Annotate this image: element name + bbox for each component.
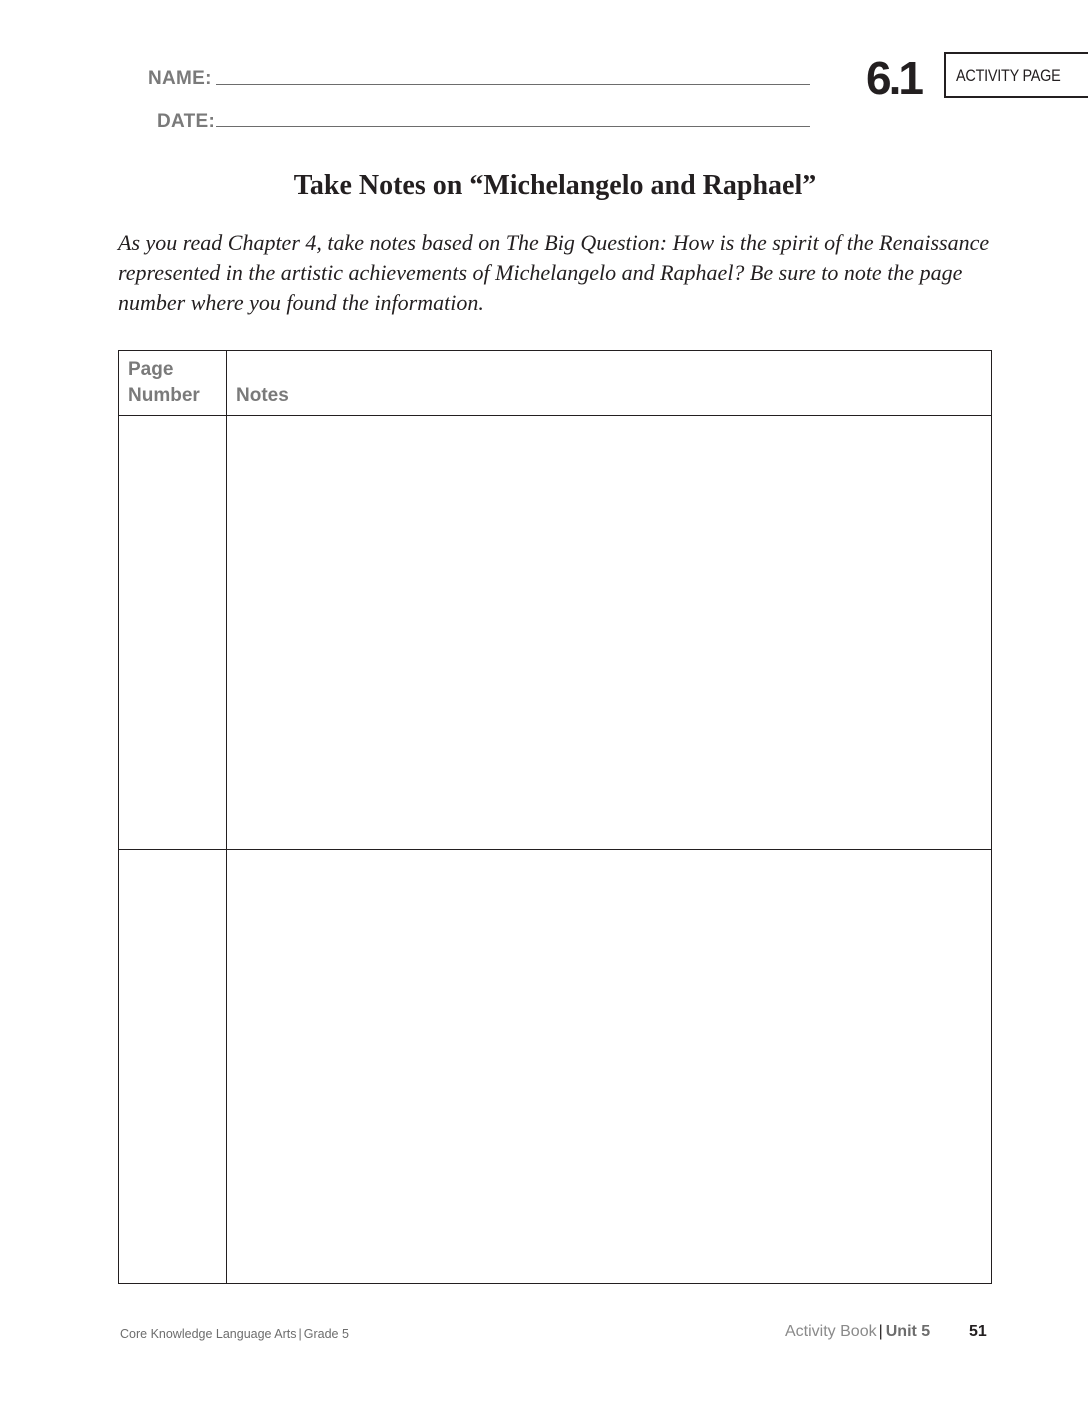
notes-cell[interactable] (227, 416, 992, 850)
date-field[interactable] (216, 126, 810, 127)
footer-book-separator: | (878, 1323, 883, 1340)
name-label: NAME: (148, 68, 212, 89)
activity-page-label: ACTIVITY PAGE (956, 66, 1061, 85)
table-row (119, 416, 992, 850)
name-field[interactable] (216, 84, 810, 85)
notes-header (227, 351, 992, 416)
activity-page-badge (944, 52, 1088, 98)
page-number-header (119, 351, 227, 416)
page-number: 51 (969, 1323, 987, 1340)
page-title: Take Notes on “Michelangelo and Raphael” (293, 170, 817, 201)
publisher-name: Core Knowledge Language Arts (120, 1327, 297, 1341)
instructions-text: As you read Chapter 4, take notes based on The Big Question: How is the spirit of the Renaissance represented in the artistic achievements of Michelangelo and Raphael? Be sure to note the page number where you found the information. (118, 230, 990, 315)
unit-label: Unit 5 (885, 1323, 931, 1340)
grade-label: Grade 5 (303, 1327, 349, 1341)
footer-separator: | (298, 1327, 302, 1341)
page-number-cell[interactable] (119, 850, 227, 1284)
notes-table (118, 350, 992, 1284)
notes-header-label: Notes (236, 385, 289, 406)
page-number-cell[interactable] (119, 416, 227, 850)
table-header-row (119, 351, 992, 416)
table-row (119, 850, 992, 1284)
notes-cell[interactable] (227, 850, 992, 1284)
footer-publisher (120, 1327, 349, 1341)
date-label: DATE: (157, 111, 216, 132)
footer-book (785, 1323, 930, 1341)
page-number-header-label: Page Number (128, 359, 200, 406)
activity-number: 6.1 (866, 52, 921, 104)
book-label: Activity Book (785, 1323, 877, 1340)
